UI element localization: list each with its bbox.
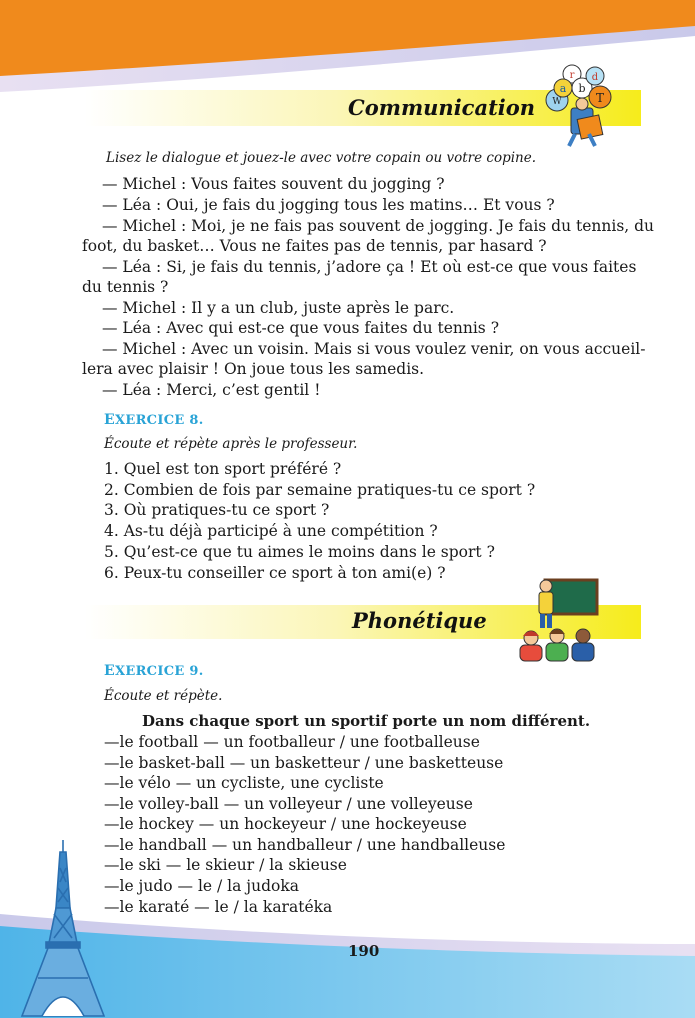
dialogue-line: — Léa : Si, je fais du tennis, j’adore ça ! Et où est-ce que vous faites <box>102 258 637 276</box>
sport-line: —le volley-ball — un volleyeur / une volleyeuse <box>104 795 473 813</box>
phonetique-title: Phonétique <box>352 608 487 633</box>
exercise-number: 9. <box>189 664 204 679</box>
communication-instruction: Lisez le dialogue et jouez-le avec votre copain ou votre copine. <box>106 150 537 166</box>
dialogue-line: — Michel : Vous faites souvent du jogging ? <box>102 175 445 193</box>
sport-line: —le judo — le / la judoka <box>104 877 299 895</box>
question-item: 5. Qu’est-ce que tu aimes le moins dans le sport ? <box>104 543 495 561</box>
dialogue-line: — Léa : Merci, c’est gentil ! <box>102 381 321 399</box>
dialogue-line: du tennis ? <box>82 278 169 296</box>
communication-title: Communication <box>348 95 536 120</box>
letters-illustration <box>535 62 623 148</box>
dialogue-line: — Michel : Avec un voisin. Mais si vous voulez venir, on vous accueil- <box>102 340 646 358</box>
exercise-8-instruction: Écoute et répète après le professeur. <box>104 436 358 452</box>
question-item: 4. As-tu déjà participé à une compétition ? <box>104 522 438 540</box>
page-number: 190 <box>348 942 380 960</box>
sport-line: —le football — un footballeur / une footballeuse <box>104 733 480 751</box>
svg-text:b: b <box>578 82 586 95</box>
svg-text:a: a <box>559 82 567 95</box>
eiffel-tower-icon <box>8 838 118 1018</box>
sport-line: —le vélo — un cycliste, une cycliste <box>104 774 384 792</box>
svg-text:d: d <box>591 72 599 83</box>
sport-line: —le karaté — le / la karatéka <box>104 898 333 916</box>
dialogue-line: — Michel : Moi, je ne fais pas souvent de jogging. Je fais du tennis, du <box>102 217 655 235</box>
sport-line: —le handball — un handballeur / une handballeuse <box>104 836 506 854</box>
svg-text:W: W <box>552 97 562 107</box>
dialogue-line: — Léa : Oui, je fais du jogging tous les matins… Et vous ? <box>102 196 555 214</box>
dialogue-line: — Michel : Il y a un club, juste après le parc. <box>102 299 455 317</box>
exercise-label-rest: XERCICE <box>114 413 185 428</box>
question-item: 2. Combien de fois par semaine pratiques-tu ce sport ? <box>104 481 536 499</box>
exercise-9-heading <box>104 663 204 679</box>
svg-text:T: T <box>595 91 605 105</box>
svg-text:r: r <box>569 70 575 81</box>
sport-line: —le hockey — un hockeyeur / une hockeyeuse <box>104 815 467 833</box>
dialogue-line: lera avec plaisir ! On joue tous les samedis. <box>82 360 425 378</box>
exercise-9-instruction: Écoute et répète. <box>104 688 223 704</box>
exercise-number: 8. <box>189 413 204 428</box>
classroom-illustration <box>517 576 603 664</box>
question-item: 1. Quel est ton sport préféré ? <box>104 460 342 478</box>
sport-line: —le basket-ball — un basketteur / une basketteuse <box>104 754 504 772</box>
exercise-label-rest: XERCICE <box>114 664 185 679</box>
question-item: 6. Peux-tu conseiller ce sport à ton ami(e) ? <box>104 564 446 582</box>
question-item: 3. Où pratiques-tu ce sport ? <box>104 501 330 519</box>
exercise-label-initial: E <box>104 412 115 428</box>
exercise-8-heading <box>104 412 204 428</box>
exercise-label-initial: E <box>104 663 115 679</box>
dialogue-line: foot, du basket… Vous ne faites pas de tennis, par hasard ? <box>82 237 547 255</box>
dialogue-line: — Léa : Avec qui est-ce que vous faites du tennis ? <box>102 319 499 337</box>
sport-line: —le ski — le skieur / la skieuse <box>104 856 347 874</box>
exercise-9-heading-sentence: Dans chaque sport un sportif porte un nom différent. <box>142 712 591 730</box>
